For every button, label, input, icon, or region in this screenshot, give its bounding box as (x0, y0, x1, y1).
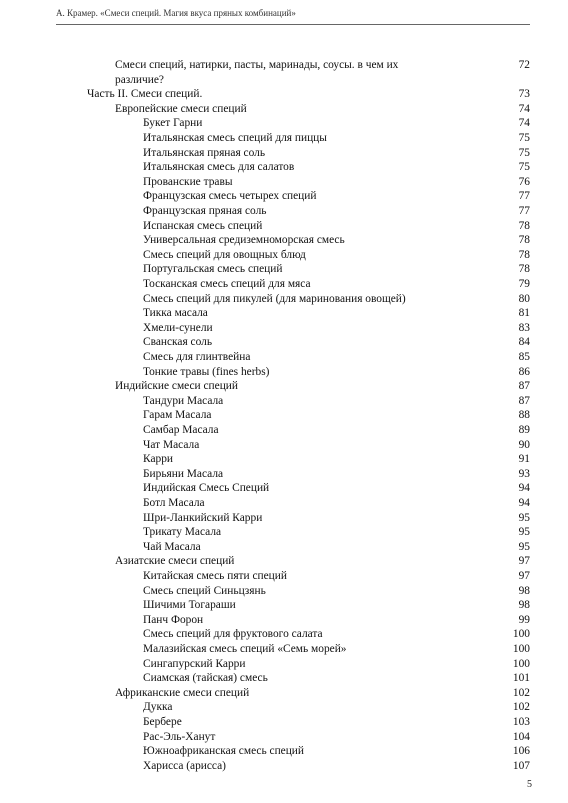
toc-entry (143, 481, 530, 496)
toc-entry-title: Смесь специй для фруктового салата (143, 628, 323, 641)
page-number: 5 (527, 779, 532, 790)
toc-entry-page: 100 (512, 657, 530, 670)
toc-entry (143, 467, 530, 482)
toc-entry-page: 86 (518, 365, 530, 378)
toc-entry-title: Азиатские смеси специй (115, 555, 235, 568)
toc-entry (143, 146, 530, 161)
toc-entry (143, 292, 530, 307)
toc-entry-title: Смесь для глинтвейна (143, 351, 251, 363)
toc-entry-page: 101 (512, 672, 530, 685)
toc-entry (87, 87, 530, 102)
toc-entry-title: Прованские травы (143, 175, 233, 188)
toc-entry (143, 365, 530, 380)
toc-entry-title: Сингапурский Карри (143, 657, 246, 670)
toc-entry-page: 93 (518, 467, 530, 480)
toc-entry-page: 90 (518, 438, 530, 451)
header-rule (56, 24, 530, 25)
toc-entry (115, 686, 530, 701)
toc-entry-page: 97 (518, 570, 530, 582)
toc-entry-title: Бирьяни Масала (143, 467, 224, 480)
toc-entry (143, 335, 530, 350)
toc-entry-title: Сиамская (тайская) смесь (143, 672, 268, 685)
toc-entry (143, 219, 530, 234)
toc-entry (143, 700, 530, 715)
toc-entry (143, 321, 530, 336)
toc-entry (143, 248, 530, 263)
toc-entry (143, 438, 530, 453)
toc-entry-title: Итальянская пряная соль (143, 146, 266, 159)
toc-entry-page: 94 (518, 482, 530, 495)
toc-entry-page: 102 (512, 686, 530, 699)
toc-entry (115, 554, 530, 569)
toc-entry-title: Испанская смесь специй (143, 219, 263, 232)
toc-entry (143, 160, 530, 175)
toc-entry (143, 715, 530, 730)
toc-entry (143, 452, 530, 467)
toc-entry-title: Трикату Масала (143, 526, 222, 539)
toc-entry-title: Бербере (143, 716, 182, 728)
toc-entry-page: 89 (518, 424, 530, 436)
toc-entry-title: Ботл Масала (143, 497, 205, 509)
toc-entry-title: Тандури Масала (143, 394, 224, 407)
toc-entry (143, 569, 530, 584)
toc-entry-title: Шри-Ланкийский Карри (143, 511, 263, 524)
toc-entry-title: Итальянская смесь специй для пиццы (143, 132, 327, 144)
toc-entry-page: 75 (518, 146, 530, 159)
toc-entry (143, 233, 530, 248)
toc-entry-title: Смеси специй, натирки, пасты, маринады, соусы. в чем их (115, 59, 399, 71)
toc-entry (143, 423, 530, 438)
toc-entry-title: Сванская соль (143, 336, 213, 349)
toc-entry-title: Смесь специй для пикулей (для маринования овощей) (143, 292, 406, 305)
toc-entry-page: 81 (518, 307, 530, 320)
toc-entry-page: 106 (512, 745, 530, 758)
toc-entry-page: 94 (518, 497, 530, 509)
toc-entry-title: Португальская смесь специй (143, 263, 283, 276)
running-header: А. Крамер. «Смеси специй. Магия вкуса пряных комбинаций» (56, 8, 296, 18)
toc-entry-title: Гарам Масала (143, 409, 212, 422)
toc-entry-page: 75 (518, 132, 530, 144)
toc-entry-title: Китайская смесь пяти специй (143, 570, 287, 582)
toc-entry-page: 78 (518, 248, 530, 261)
toc-entry-page: 87 (518, 380, 530, 393)
toc-entry (143, 598, 530, 613)
toc-entry-title: Хмели-сунели (143, 321, 213, 334)
toc-entry (143, 642, 530, 657)
toc-entry (143, 306, 530, 321)
toc-entry-title: Итальянская смесь для салатов (143, 161, 295, 174)
toc-entry-title: Малазийская смесь специй «Семь морей» (143, 643, 347, 655)
toc-entry (143, 204, 530, 219)
toc-entry-page: 97 (518, 555, 530, 568)
toc-entry (143, 116, 530, 131)
toc-entry (143, 511, 530, 526)
toc-entry-title: Дукка (143, 701, 173, 714)
toc-entry (143, 730, 530, 745)
toc-entry-page: 99 (518, 613, 530, 626)
toc-entry-page: 74 (518, 117, 530, 130)
toc-entry-title: Тосканская смесь специй для мяса (143, 278, 311, 290)
toc-entry-page: 78 (518, 219, 530, 232)
toc-entry-page: 102 (512, 701, 530, 714)
toc-entry (143, 759, 530, 774)
toc-entry-title: Чай Масала (143, 540, 201, 553)
toc-entry (143, 496, 530, 511)
toc-entry-title: Панч Форон (143, 613, 204, 626)
toc-entry-title: Чат Масала (143, 438, 200, 451)
toc-entry (143, 350, 530, 365)
toc-entry (143, 277, 530, 292)
toc-entry-page: 77 (518, 205, 530, 217)
toc-entry-page: 76 (518, 175, 530, 188)
toc-entry-title: Смесь специй для овощных блюд (143, 248, 306, 261)
toc-entry-page: 73 (518, 88, 530, 101)
toc-entry-title: Шичими Тогараши (143, 599, 236, 612)
toc-entry-title: Тонкие травы (fines herbs) (143, 365, 270, 378)
toc-entry-page: 95 (518, 540, 530, 553)
toc-entry (143, 627, 530, 642)
toc-entry-page: 79 (518, 278, 530, 290)
toc-entry-page: 107 (512, 759, 530, 772)
toc-entry-page: 74 (518, 102, 530, 115)
toc-entry-page: 95 (518, 511, 530, 524)
toc-entry-title: Тикка масала (143, 307, 208, 320)
toc-entry-title: Европейские смеси специй (115, 102, 247, 115)
toc-entry-title: Универсальная средиземноморская смесь (143, 234, 345, 247)
toc-entry (143, 175, 530, 190)
toc-entry-page: 100 (512, 643, 530, 655)
toc-entry-page: 104 (512, 730, 530, 743)
toc-entry-page: 78 (518, 234, 530, 247)
toc-entry-title: Французская смесь четырех специй (143, 190, 317, 203)
toc-entry-page: 100 (512, 628, 530, 641)
toc-entry-page: 84 (518, 336, 530, 349)
toc-entry-title: Самбар Масала (143, 424, 219, 436)
toc-entry-title: Карри (143, 453, 173, 466)
toc-entry-title: Смесь специй Синьцзянь (143, 584, 266, 597)
toc-entry (143, 189, 530, 204)
toc-entry-page: 78 (518, 263, 530, 276)
toc-entry-title: Харисса (арисса) (143, 759, 226, 772)
toc-entry (115, 379, 530, 394)
toc-entry-page: 80 (518, 292, 530, 305)
toc-entry (143, 744, 530, 759)
toc-entry-title: различие? (115, 73, 164, 86)
toc-entry-page: 75 (518, 161, 530, 174)
toc-entry (143, 394, 530, 409)
toc-entry-page: 95 (518, 526, 530, 539)
toc-entry (143, 131, 530, 146)
toc-entry (143, 657, 530, 672)
toc-entry-title: Рас-Эль-Ханут (143, 730, 216, 743)
toc-entry-title: Индийские смеси специй (115, 380, 238, 393)
toc-entry-page: 87 (518, 394, 530, 407)
toc-entry-title: Французская пряная соль (143, 205, 267, 217)
toc-entry-page: 85 (518, 351, 530, 363)
toc-entry-title: Часть II. Смеси специй. (87, 88, 203, 101)
toc-entry (143, 540, 530, 555)
toc-entry-page: 72 (518, 59, 530, 71)
toc-entry (115, 102, 530, 117)
toc-entry-page: 83 (518, 321, 530, 334)
toc-entry-page: 103 (512, 716, 530, 728)
toc-entry-page: 77 (518, 190, 530, 203)
toc-entry (143, 262, 530, 277)
toc-entry (115, 58, 530, 73)
toc-entry-title: Африканские смеси специй (115, 686, 250, 699)
toc-entry (143, 613, 530, 628)
toc-entry-page: 91 (518, 453, 530, 466)
toc-entry-page: 98 (518, 584, 530, 597)
toc-entry-page: 98 (518, 599, 530, 612)
toc-entry (115, 73, 530, 88)
toc-entry (143, 525, 530, 540)
toc-entry-page: 88 (518, 409, 530, 422)
toc-entry (143, 408, 530, 423)
toc-entry (143, 671, 530, 686)
toc-entry-title: Букет Гарни (143, 117, 203, 130)
toc-entry-title: Индийская Смесь Специй (143, 482, 270, 495)
toc-entry-title: Южноафриканская смесь специй (143, 745, 305, 758)
toc-entry (143, 584, 530, 599)
